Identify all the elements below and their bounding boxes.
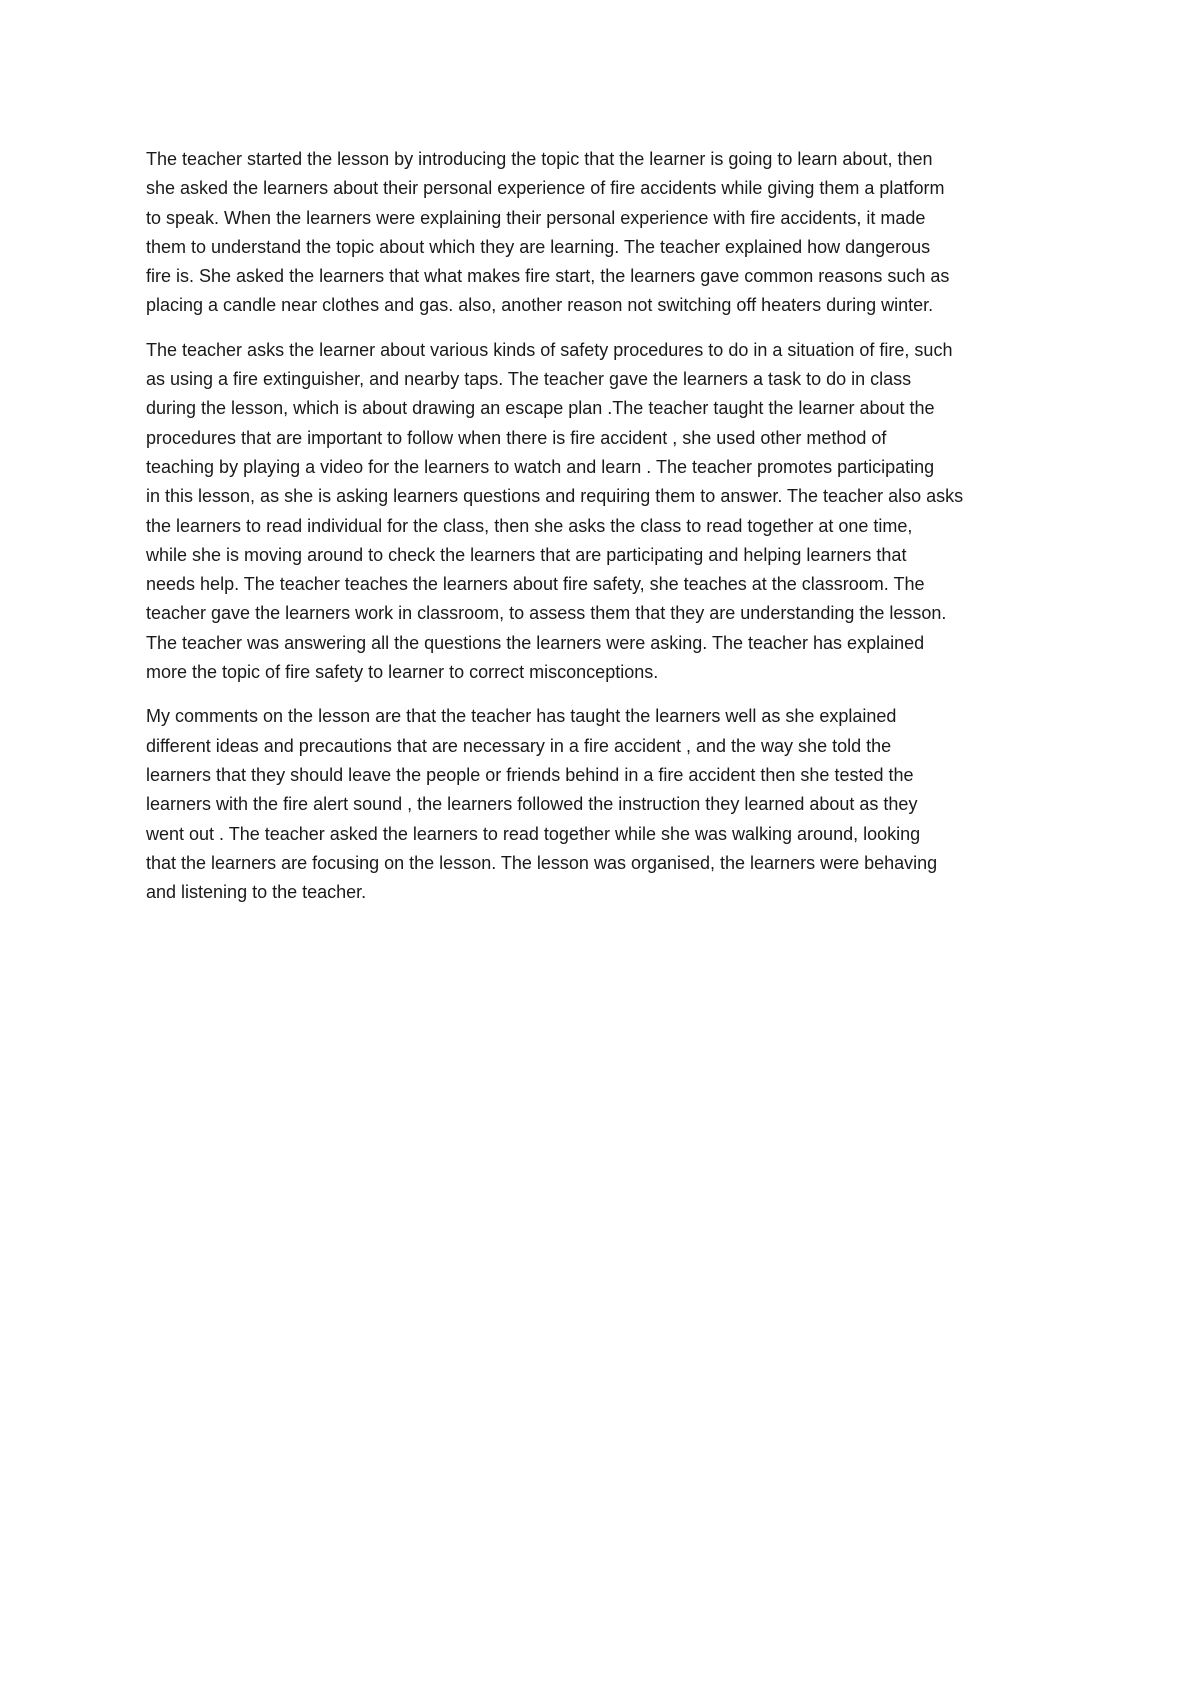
text-line: while she is moving around to check the learners that are participating and helping learners that [146,544,907,565]
text-line: to speak. When the learners were explaining their personal experience with fire accidents, it made [146,207,926,228]
paragraph-safety-procedures [146,336,1066,688]
text-line: fire is. She asked the learners that what makes fire start, the learners gave common reasons such as [146,266,950,287]
text-line: them to understand the topic about which they are learning. The teacher explained how dangerous [146,236,931,257]
text-line: that the learners are focusing on the lesson. The lesson was organised, the learners were behaving [146,852,938,873]
text-line: The teacher started the lesson by introducing the topic that the learner is going to learn about, then [146,149,933,169]
text-line: My comments on the lesson are that the teacher has taught the learners well as she explained [146,706,897,727]
text-line: procedures that are important to follow when there is fire accident , she used other method of [146,427,887,448]
text-line: she asked the learners about their personal experience of fire accidents while giving them a platform [146,178,945,199]
text-line: learners with the fire alert sound , the learners followed the instruction they learned about as they [146,794,918,815]
text-line: The teacher was answering all the questions the learners were asking. The teacher has explained [146,632,925,653]
text-line: and listening to the teacher. [146,882,367,903]
text-line: teaching by playing a video for the learners to watch and learn . The teacher promotes participating [146,456,935,477]
text-line: placing a candle near clothes and gas. also, another reason not switching off heaters during winter. [146,295,934,316]
paragraph-lesson-introduction [146,145,1066,321]
text-line: more the topic of fire safety to learner to correct misconceptions. [146,662,659,683]
text-line: learners that they should leave the people or friends behind in a fire accident then she tested the [146,764,914,785]
text-line: teacher gave the learners work in classroom, to assess them that they are understanding the lesson. [146,603,947,624]
document-body [146,145,1066,922]
text-line: in this lesson, as she is asking learners questions and requiring them to answer. The teacher also asks [146,486,964,507]
text-line: the learners to read individual for the class, then she asks the class to read together at one time, [146,515,913,536]
text-line: needs help. The teacher teaches the learners about fire safety, she teaches at the classroom. The [146,574,925,595]
text-line: went out . The teacher asked the learners to read together while she was walking around, looking [146,823,921,844]
text-line: different ideas and precautions that are necessary in a fire accident , and the way she told the [146,735,892,756]
text-line: during the lesson, which is about drawing an escape plan .The teacher taught the learner about the [146,398,935,419]
text-line: The teacher asks the learner about various kinds of safety procedures to do in a situation of fire, such [146,339,953,360]
text-line: as using a fire extinguisher, and nearby taps. The teacher gave the learners a task to do in class [146,369,912,390]
paragraph-my-comments [146,702,1066,907]
